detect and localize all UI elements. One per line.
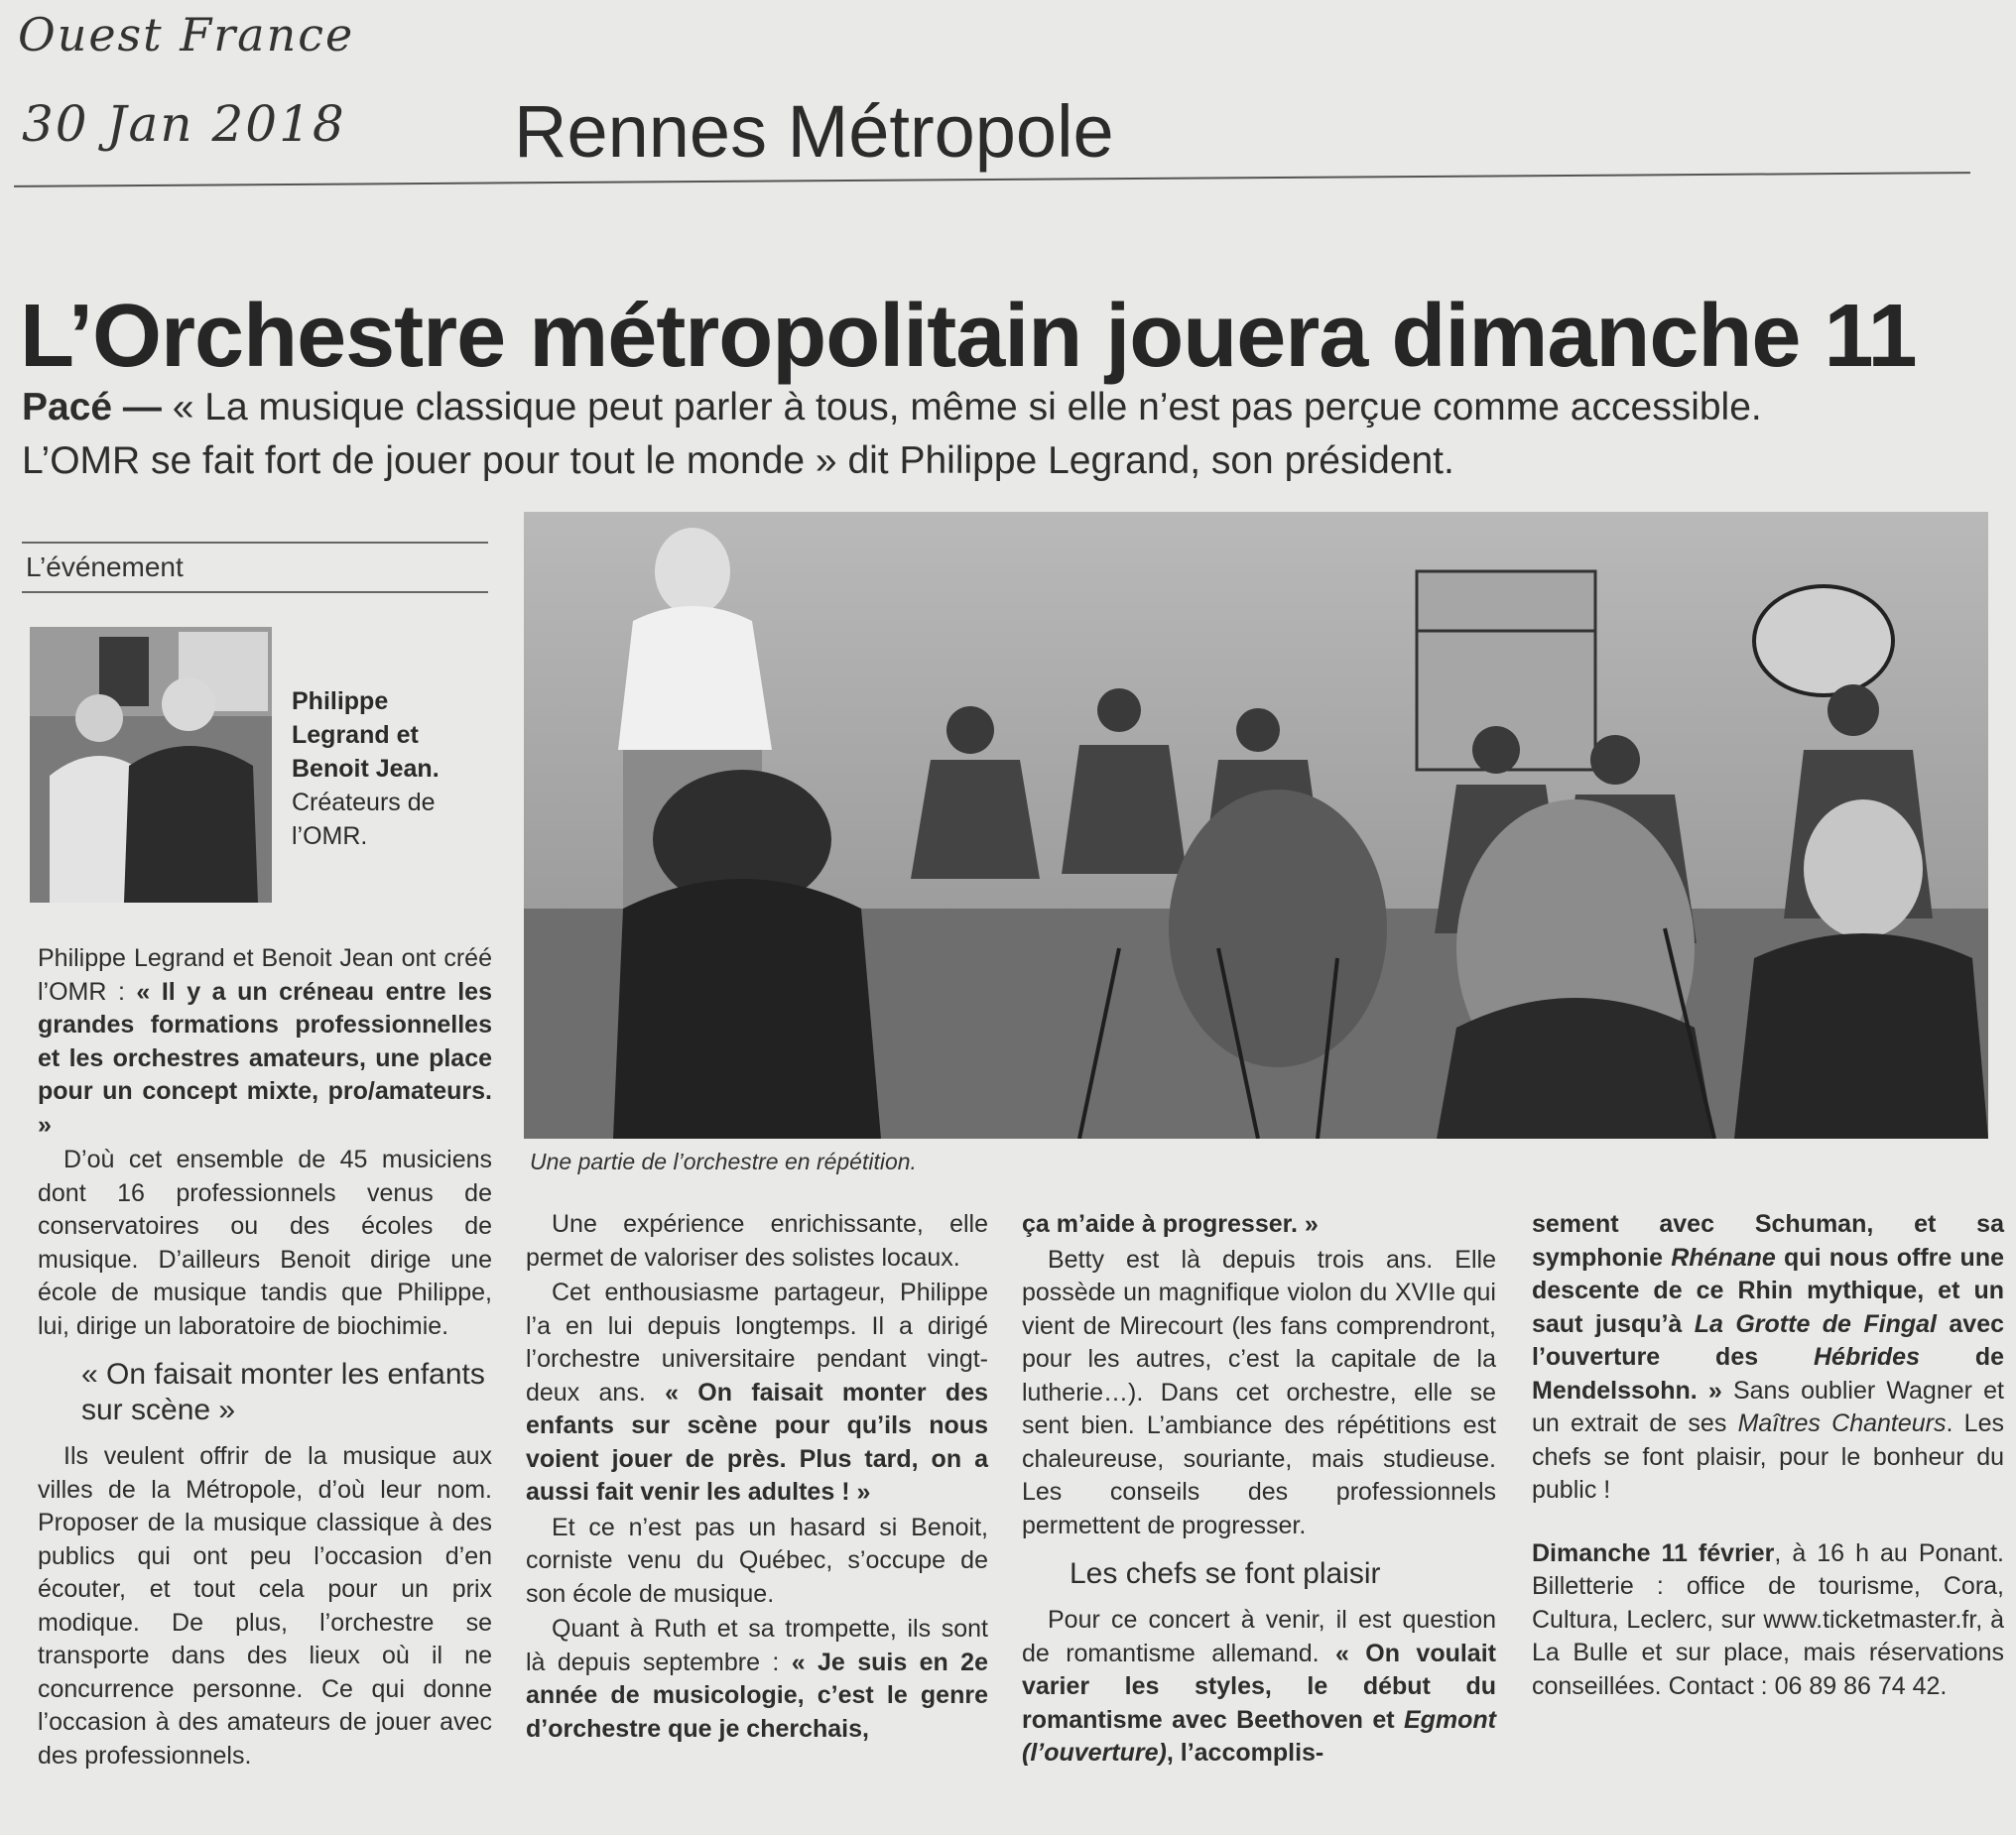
article-column-1: [38, 942, 492, 1774]
quote: , l’accomplis-: [1166, 1739, 1324, 1767]
paragraph-intro: Pour ce concert à venir, il est question de romantisme allemand.: [1022, 1606, 1496, 1667]
quote: de Mendelssohn. »: [1532, 1343, 2004, 1405]
headline: L’Orchestre métropolitain jouera dimanche 11: [20, 287, 1917, 386]
quote: « On faisait monter des enfants sur scène pour qu’ils nous voient jouer de près. Plus tard, on a aussi fait venir les adultes ! »: [526, 1378, 989, 1506]
paragraph: Une expérience enrichissante, elle permet de valoriser des solistes locaux.: [526, 1210, 988, 1272]
photo-caption: Une partie de l’orchestre en répétition.: [530, 1149, 917, 1174]
work-title: Hébrides: [1813, 1343, 1920, 1371]
portrait-illustration: [30, 627, 272, 903]
event-date: Dimanche 11 février: [1532, 1538, 1775, 1567]
paragraph-intro: Quant à Ruth et sa trompette, ils sont là depuis septembre :: [526, 1615, 988, 1676]
event-label: L’événement: [26, 551, 184, 582]
paragraph: [1022, 1208, 1496, 1242]
work-title: Rhénane: [1671, 1243, 1776, 1272]
quote-italic: [1671, 1244, 1776, 1272]
quote: avec l’ouverture des: [1532, 1309, 2005, 1371]
paragraph: [1532, 1208, 2004, 1508]
paragraph: Betty est là depuis trois ans. Elle possède un magnifique violon du XVIIe qui vient de Mirecourt (les fans comprendront, pour les autres, c’est la capitale de la lutherie…). Dans cet orchestre, elle se sent bien. L’ambiance des répétitions est chaleureuse, souriante, mais studieuse. Les conseils des professionnels permettent de progresser.: [1022, 1245, 1496, 1539]
practical-info-text: , à 16 h au Ponant. Billetterie : office de tourisme, Cora, Cultura, Leclerc, sur www.ticketmaster.fr, à La Bulle et sur place, mais réservations conseillées. Contact : 06 89 86 74 42.: [1532, 1538, 2005, 1700]
event-rule-top: [22, 542, 488, 544]
practical-info: [1532, 1537, 2004, 1704]
chapeau: [22, 381, 1808, 488]
article-column-2: [526, 1208, 988, 1748]
quote: ça m’aide à progresser. »: [1022, 1210, 1319, 1238]
quote: sement avec Schuman, et sa symphonie: [1532, 1210, 2004, 1272]
section-rule: [14, 172, 1970, 187]
quote-italic: [1695, 1310, 1937, 1338]
subheading: Les chefs se font plaisir: [1070, 1557, 1381, 1590]
subheading: « On faisait monter les enfants sur scène »: [81, 1358, 485, 1426]
portrait-caption: [292, 684, 490, 853]
event-rule-bottom: [22, 591, 488, 593]
paragraph: [526, 1613, 988, 1746]
portrait-caption-names: Philippe Legrand et Benoit Jean.: [292, 687, 440, 783]
paragraph: Ils veulent offrir de la musique aux villes de la Métropole, d’où leur nom. Proposer de la musique classique à des publics qui ont peu l’occasion d’en écouter, et tout cela pour un prix modique. De plus, l’orchestre se transporte dans des lieux où il ne concurrence personne. Ce qui donne l’occasion à des amateurs de jouer avec des professionnels.: [38, 1442, 492, 1770]
article-column-3: [1022, 1208, 1496, 1773]
quote: « Il y a un créneau entre les grandes formations professionnelles et les orchestres amateurs, une place pour un concept mixte, pro/amateurs. »: [38, 977, 492, 1139]
handwritten-source: Ouest France: [18, 8, 355, 61]
article-column-4: [1532, 1208, 2004, 1705]
work-title: La Grotte de Fingal: [1694, 1309, 1937, 1338]
portrait-photo: [30, 627, 272, 903]
paragraph: D’où cet ensemble de 45 musiciens dont 16 professionnels venus de conservatoires ou des écoles de musique. D’ailleurs Benoit dirige une école de musique tandis que Philippe, lui, dirige un laboratoire de biochimie.: [38, 1146, 492, 1340]
paragraph-intro: Cet enthousiasme partageur, Philippe l’a en lui depuis longtemps. Il a dirigé l’orchestre universitaire pendant vingt-deux ans.: [526, 1279, 988, 1407]
paragraph-text: Sans oublier Wagner et un extrait de ses: [1532, 1376, 2004, 1437]
portrait-caption-desc: Créateurs de l’OMR.: [292, 789, 436, 850]
paragraph: Et ce n’est pas un hasard si Benoit, corniste venu du Québec, s’occupe de son école de musique.: [526, 1513, 988, 1608]
work-title: Maîtres Chanteurs: [1737, 1409, 1947, 1437]
paragraph: [1022, 1604, 1496, 1771]
paragraph: [526, 1277, 988, 1510]
paragraph-text: . Les chefs se font plaisir, pour le bonheur du public !: [1532, 1409, 2004, 1504]
paragraph: [38, 942, 492, 1142]
orchestra-photo: [524, 512, 1988, 1139]
paragraph-intro: Philippe Legrand et Benoit Jean ont créé l’OMR :: [38, 944, 492, 1006]
quote: qui nous offre une descente de ce Rhin mythique, et un saut jusqu’à: [1532, 1243, 2004, 1338]
quote: « On voulait varier les styles, le début du romantisme avec Beethoven et: [1022, 1639, 1496, 1734]
orchestra-illustration: [524, 512, 1988, 1139]
chapeau-text: « La musique classique peut parler à tous, même si elle n’est pas perçue comme accessible. L’OMR se fait fort de jouer pour tout le monde » dit Philippe Legrand, son président.: [22, 386, 1762, 482]
handwritten-date: 30 Jan 2018: [22, 95, 346, 153]
quote-italic: [1814, 1343, 1920, 1371]
section-title: Rennes Métropole: [514, 90, 1114, 173]
quote: « Je suis en 2e année de musicologie, c’est le genre d’orchestre que je cherchais,: [526, 1648, 988, 1743]
chapeau-place: Pacé —: [22, 386, 162, 428]
work-title: Egmont (l’ouverture): [1022, 1705, 1496, 1767]
